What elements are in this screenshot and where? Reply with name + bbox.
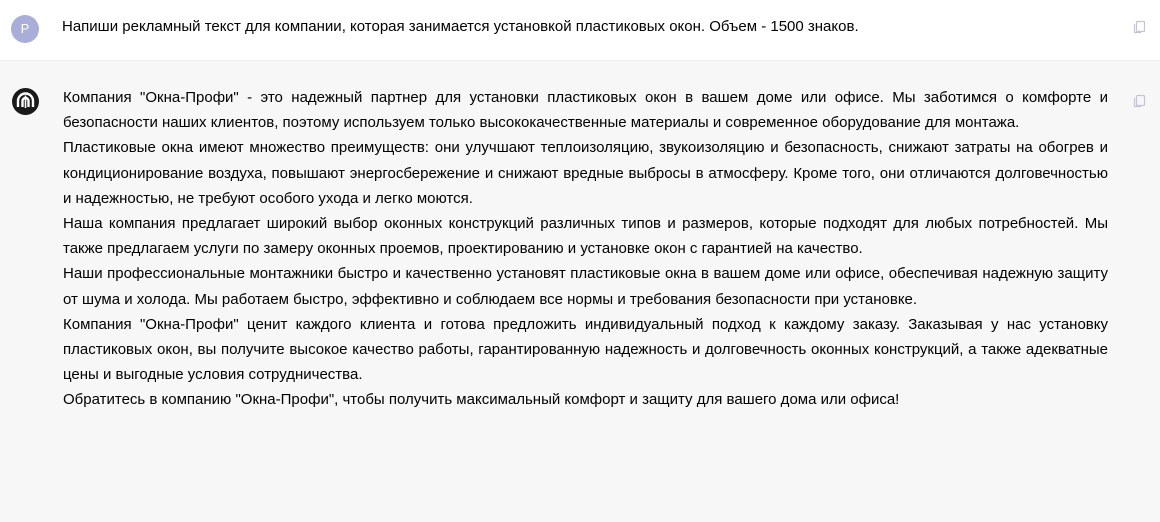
assistant-message-row	[0, 60, 1160, 522]
assistant-logo-icon	[11, 87, 40, 116]
user-message-text: Напиши рекламный текст для компании, которая занимается установкой пластиковых окон. Объем - 1500 знаков.	[62, 18, 859, 35]
copy-icon	[1131, 93, 1147, 109]
assistant-paragraph-2: Пластиковые окна имеют множество преимуществ: они улучшают теплоизоляцию, звукоизоляцию и безопасность, снижают затраты на обогрев и кондиционирование воздуха, повышают энергосбережение и снижают вредные выбросы в атмосферу. Кроме того, они отличаются долговечностью и надежностью, не требуют особого ухода и легко моются.	[63, 139, 1108, 207]
assistant-paragraph-5: Компания "Окна-Профи" ценит каждого клиента и готова предложить индивидуальный подход к каждому заказу. Заказывая у нас установку пластиковых окон, вы получите высокое качество работы, гарантированную надежность и долговечность оконных конструкций, а также адекватные цены и выгодные условия сотрудничества.	[63, 315, 1108, 384]
copy-icon	[1131, 19, 1147, 35]
assistant-copy-button[interactable]	[1131, 93, 1147, 109]
assistant-paragraph-1: Компания "Окна-Профи" - это надежный партнер для установки пластиковых окон в вашем доме или офисе. Мы заботимся о комфорте и безопасности наших клиентов, поэтому используем только высококачественные материалы и современное оборудование для монтажа.	[63, 89, 1108, 132]
user-avatar: P	[11, 15, 39, 43]
assistant-paragraph-3: Наша компания предлагает широкий выбор оконных конструкций различных типов и размеров, которые подходят для любых потребностей. Мы также предлагаем услуги по замеру оконных проемов, проектированию и установке окон с гарантией на качество.	[63, 215, 1108, 258]
user-copy-button[interactable]	[1131, 19, 1147, 35]
assistant-paragraph-6: Обратитесь в компанию "Окна-Профи", чтобы получить максимальный комфорт и защиту для вашего дома или офиса!	[63, 391, 900, 409]
user-message-row	[0, 0, 1160, 60]
assistant-message-text	[63, 85, 1108, 413]
assistant-paragraph-4: Наши профессиональные монтажники быстро и качественно установят пластиковые окна в вашем доме или офисе, обеспечивая надежную защиту от шума и холода. Мы работаем быстро, эффективно и соблюдаем все нормы и требования безопасности при установке.	[63, 265, 1108, 308]
